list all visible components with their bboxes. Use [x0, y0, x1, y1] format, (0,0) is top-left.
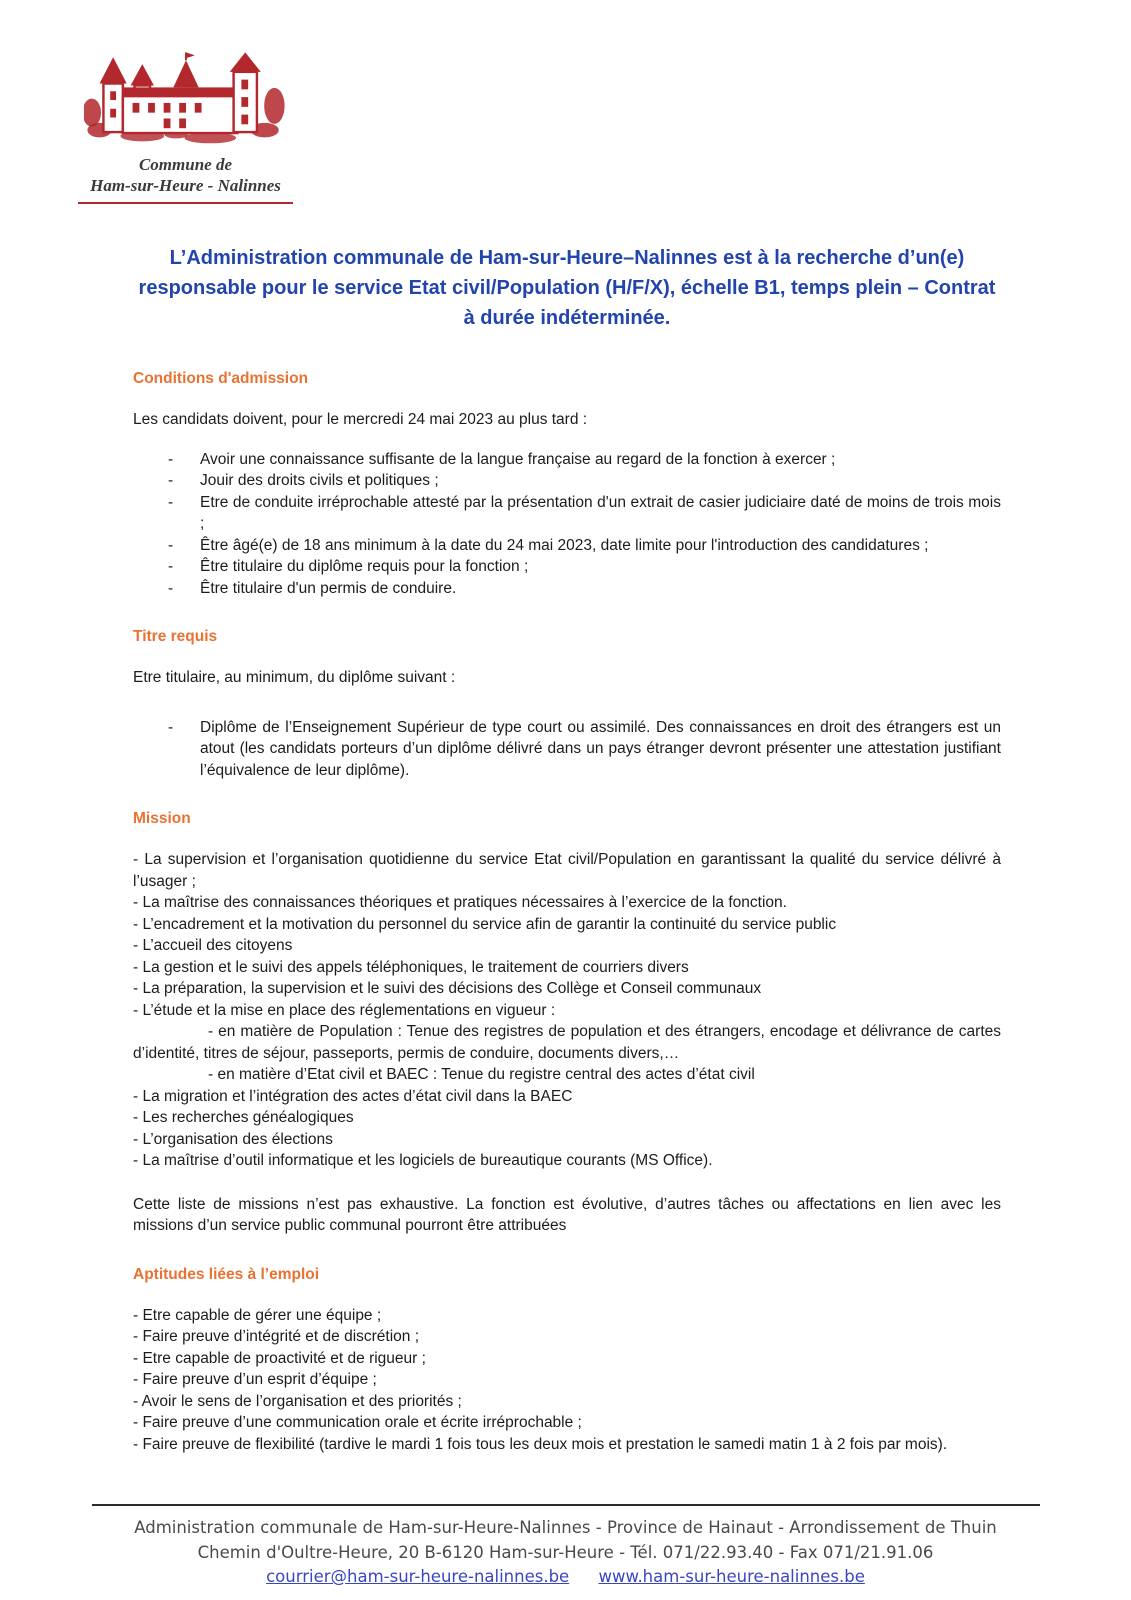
aptitude-line: - Faire preuve d’un esprit d’équipe ;	[133, 1371, 377, 1388]
mission-line: - La migration et l’intégration des actes d’état civil dans la BAEC	[133, 1087, 573, 1105]
titre-intro: Etre titulaire, au minimum, du diplôme suivant :	[133, 669, 456, 686]
list-item: - Être titulaire d'un permis de conduire.	[168, 579, 457, 597]
aptitude-line: - Faire preuve d’intégrité et de discrétion ;	[133, 1328, 420, 1345]
commune-logo	[78, 52, 293, 204]
heading-titre-requis: Titre requis	[133, 628, 218, 645]
website-link[interactable]: www.ham-sur-heure-nalinnes.be	[598, 1567, 865, 1586]
heading-conditions: Conditions d'admission	[133, 370, 309, 387]
list-item: - Être titulaire du diplôme requis pour la fonction ;	[168, 558, 529, 575]
list-item: - Avoir une connaissance suffisante de la langue française au regard de la fonction à exercer ;	[168, 450, 836, 468]
mission-line: - L’accueil des citoyens	[133, 937, 293, 954]
commune-name-line1: Commune de	[138, 155, 233, 174]
mission-line: - Les recherches généalogiques	[133, 1109, 354, 1126]
aptitude-line: - Etre capable de gérer une équipe ;	[133, 1306, 382, 1324]
email-link[interactable]: courrier@ham-sur-heure-nalinnes.be	[266, 1567, 570, 1586]
mission-line: - L’étude et la mise en place des réglementations en vigueur :	[133, 1001, 556, 1019]
mission-line: - L’organisation des élections	[133, 1130, 333, 1148]
mission-line: - La maîtrise des connaissances théoriques et pratiques nécessaires à l’exercice de la fonction.	[133, 894, 787, 911]
mission-line: - L’encadrement et la motivation du personnel du service afin de garantir la continuité du service public	[133, 915, 837, 933]
mission-list	[133, 849, 1001, 1172]
aptitude-line: - Faire preuve d’une communication orale et écrite irréprochable ;	[133, 1414, 582, 1431]
footer-divider	[92, 1504, 1040, 1506]
conditions-intro: Les candidats doivent, pour le mercredi 24 mai 2023 au plus tard :	[133, 411, 588, 428]
mission-line: - La supervision et l’organisation quotidienne du service Etat civil/Population en garantissant la qualité du service délivré à l’usager ;	[133, 851, 1001, 890]
mission-line: - en matière de Population : Tenue des registres de population et des étrangers, encodage et délivrance de cartes d’identité, titres de séjour, passeports, permis de conduire, documents divers,…	[133, 1023, 1001, 1062]
heading-mission: Mission	[133, 810, 191, 827]
aptitude-line: - Etre capable de proactivité et de rigueur ;	[133, 1349, 426, 1367]
list-item: - Être âgé(e) de 18 ans minimum à la date du 24 mai 2023, date limite pour l'introduction des candidatures ;	[168, 536, 929, 554]
aptitude-line: - Faire preuve de flexibilité (tardive le mardi 1 fois tous les deux mois et prestation le samedi matin 1 à 2 fois par mois).	[133, 1435, 948, 1453]
footer-address-line1: Administration communale de Ham-sur-Heure-Nalinnes - Province de Hainaut - Arrondissement de Thuin	[134, 1518, 997, 1537]
mission-line: - La maîtrise d’outil informatique et les logiciels de bureautique courants (MS Office).	[133, 1152, 713, 1169]
page-footer	[0, 1504, 1131, 1600]
heading-aptitudes: Aptitudes liées à l’emploi	[133, 1265, 320, 1283]
castle-illustration-icon	[84, 52, 288, 150]
mission-line: - La gestion et le suivi des appels téléphoniques, le traitement de courriers divers	[133, 958, 689, 976]
footer-address-line2: Chemin d'Oultre-Heure, 20 B-6120 Ham-sur-Heure - Tél. 071/22.93.40 - Fax 071/21.91.06	[197, 1543, 934, 1562]
page-title: L’Administration communale de Ham-sur-Heure–Nalinnes est à la recherche d’un(e) responsable pour le service Etat civil/Population (H/F/X), échelle B1, temps plein – Contrat à durée indéterminée.	[138, 247, 996, 329]
titre-requis-list	[133, 717, 1001, 782]
list-item: - Jouir des droits civils et politiques ;	[168, 472, 439, 489]
aptitudes-list	[133, 1305, 1001, 1456]
commune-name-line2: Ham-sur-Heure - Nalinnes	[90, 176, 281, 195]
document-body	[133, 243, 1001, 1455]
list-item: - Diplôme de l’Enseignement Supérieur de type court ou assimilé. Des connaissances en droit des étrangers est un atout (les candidats porteurs d’un diplôme délivré dans un pays étranger devront présenter une attestation justifiant l’équivalence de leur diplôme).	[168, 718, 1001, 779]
mission-line: - La préparation, la supervision et le suivi des décisions des Collège et Conseil communaux	[133, 980, 762, 997]
mission-line: - en matière d’Etat civil et BAEC : Tenue du registre central des actes d’état civil	[208, 1066, 755, 1083]
logo-underline	[78, 202, 293, 204]
mission-note: Cette liste de missions n’est pas exhaustive. La fonction est évolutive, d’autres tâches ou affectations en lien avec les missions d’un service public communal pourront être attribuées	[133, 1195, 1001, 1234]
aptitude-line: - Avoir le sens de l’organisation et des priorités ;	[133, 1392, 462, 1410]
conditions-list	[133, 449, 1001, 600]
list-item: - Etre de conduite irréprochable attesté par la présentation d'un extrait de casier judiciaire daté de moins de trois mois ;	[168, 493, 1001, 532]
